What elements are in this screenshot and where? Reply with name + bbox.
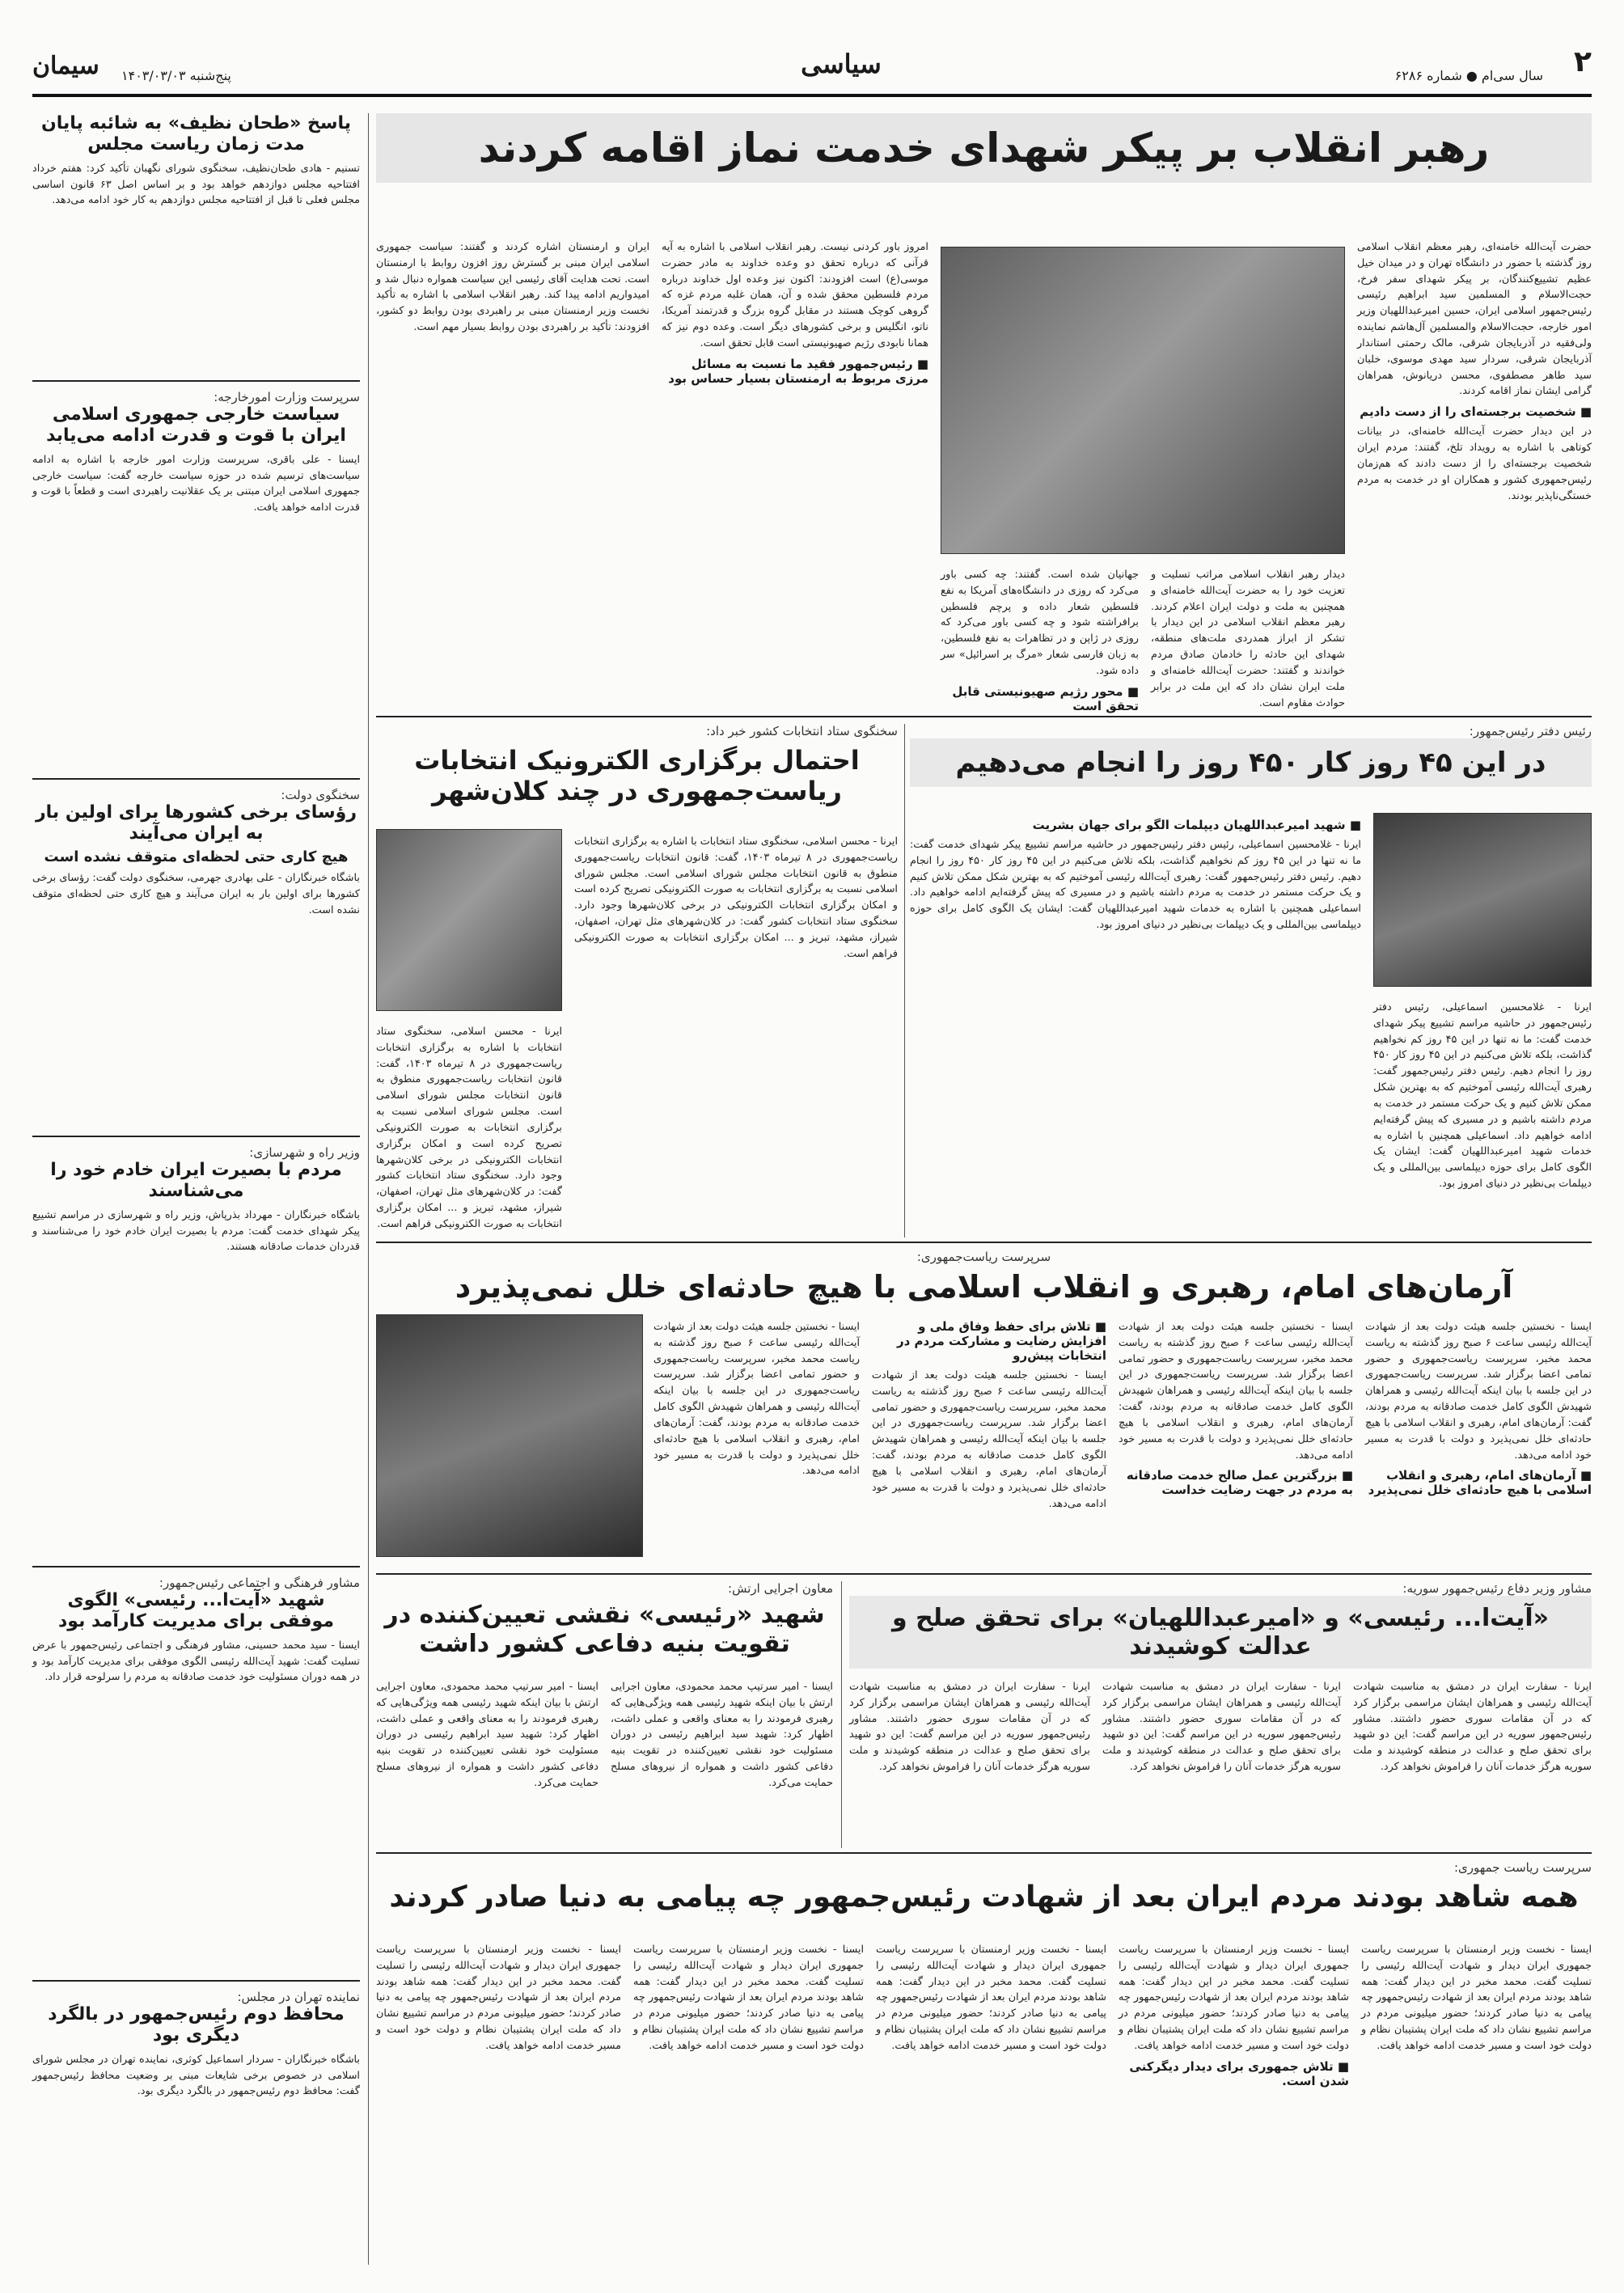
article-text: ایسنا - امیر سرتیپ محمد محمودی، معاون اجرایی ارتش با بیان اینکه شهید رئیسی همه ویژگی‌هایی که رهبری فرمودند را به معنای واقعی و عملی داشت، اظهار کرد: شهید سید ابراهیم رئیسی در دوران مسئولیت خود نقشی تعیین‌کننده در تقویت بنیه دفاعی کشور داشت و همواره از نیروهای مسلح حمایت می‌کرد.: [611, 1681, 833, 1789]
article-subhead: ■ آرمان‌های امام، رهبری و انقلاب اسلامی با هیچ حادثه‌ای خلل نمی‌پذیرد: [1368, 1468, 1592, 1498]
lead-column-2: [1151, 562, 1345, 709]
lead-subhead: ■ رئیس‌جمهور فقید ما نسبت به مسائل مرزی مربوط به ارمنستان بسیار حساس بود: [668, 356, 928, 386]
article-headline: احتمال برگزاری الکترونیک انتخابات ریاست‌جمهوری در چند کلان‌شهر: [414, 745, 860, 807]
section-rule: [376, 716, 1592, 717]
article-text-column: [653, 1314, 860, 1565]
lead-text: جهانیان شده است. گفتند: چه کسی باور می‌کرد که روزی در دانشگاه‌های آمریکا به نفع فلسطین شعار داده و پرچم فلسطین برافراشته شود و چه کسی باور می‌کرد که روزی در ژاپن و در تظاهرات به نفع فلسطین، به زبان فارسی شعار «مرگ بر اسرائیل» سر داده شود.: [941, 569, 1139, 677]
article-text: ایسنا - نخست وزیر ارمنستان با سرپرست ریاست جمهوری ایران دیدار و شهادت آیت‌الله رئیسی را تسلیت گفت. محمد مخبر در این دیدار گفت: همه شاهد بودند مردم ایران بعد از شهادت رئیس‌جمهور چه پیامی به دنیا صادر کردند؛ حضور میلیونی مردم در مراسم تشییع نشان داد که ملت ایران پشتیبان نظام و دولت خود است و مسیر خدمت ادامه خواهد یافت.: [1119, 1944, 1349, 2052]
lead-column-1: [1357, 235, 1592, 704]
lead-article: [376, 113, 1592, 712]
article-text-column: [1102, 1674, 1341, 1844]
page-number: ۲: [1574, 45, 1592, 78]
newspaper-logo: سیمان: [32, 52, 99, 80]
sidebar-title: پاسخ «طحان نظیف» به شائبه پایان مدت زمان ریاست مجلس: [40, 113, 352, 155]
article-text-column: [1119, 1937, 1349, 2261]
article-text-column: [574, 829, 898, 1233]
article-text-column: [1373, 995, 1592, 1233]
article-text: ایرنا - محسن اسلامی، سخنگوی ستاد انتخابات با اشاره به برگزاری انتخابات ریاست‌جمهوری در ۸ تیرماه ۱۴۰۳، گفت: قانون انتخابات ریاست‌جمهوری منطوق به قانون انتخابات مجلس شورای اسلامی است. مجلس شورای اسلامی نسبت به برگزاری انتخابات به صورت الکترونیکی تصریح کرده است و امکان برگزاری انتخابات الکترونیکی در برخی کلان‌شهرها وجود دارد. سخنگوی ستاد انتخابات کشور گفت: در کلان‌شهرهای مثل تهران، اصفهان، شیراز، مشهد، تبریز و ... امکان برگزاری انتخابات به صورت الکترونیکی فراهم است.: [376, 1026, 562, 1230]
article-text-column: [376, 1937, 621, 2261]
column-divider: [368, 113, 369, 2265]
section-title: سیاسی: [801, 49, 882, 79]
article-subhead: ■ تلاش برای حفظ وفاق ملی و افزایش رضایت و مشارکت مردم در انتخابات پیش‌رو: [896, 1319, 1106, 1363]
column-divider: [841, 1581, 842, 1848]
article-text-column: [376, 1019, 562, 1233]
article-text: ایسنا - نخستین جلسه هیئت دولت بعد از شهادت آیت‌الله رئیسی ساعت ۶ صبح روز گذشته به ریاست محمد مخبر، سرپرست ریاست‌جمهوری و حضور تمامی اعضا برگزار شد. سرپرست ریاست‌جمهوری در این جلسه با بیان اینکه آیت‌الله رئیسی و همراهان شهیدش الگوی کامل خدمت صادقانه به مردم بودند، گفت: آرمان‌های امام، رهبری و انقلاب اسلامی با هیچ حادثه‌ای خلل نمی‌پذیرد و دولت با قدرت به مسیر خود ادامه می‌دهد.: [1365, 1321, 1592, 1462]
article-photo: [1373, 813, 1592, 987]
sidebar-article: [32, 113, 360, 382]
sidebar-kicker: وزیر راه و شهرسازی:: [249, 1145, 360, 1160]
section-rule: [376, 1242, 1592, 1243]
article-text: ایسنا - امیر سرتیپ محمد محمودی، معاون اجرایی ارتش با بیان اینکه شهید رئیسی همه ویژگی‌هایی که رهبری فرمودند را به معنای واقعی و عملی داشت، اظهار کرد: شهید سید ابراهیم رئیسی در دوران مسئولیت خود نقشی تعیین‌کننده در تقویت بنیه دفاعی کشور داشت و همواره از نیروهای مسلح حمایت می‌کرد.: [376, 1681, 598, 1789]
article-text-column: [633, 1937, 864, 2261]
article-text: ایسنا - نخست وزیر ارمنستان با سرپرست ریاست جمهوری ایران دیدار و شهادت آیت‌الله رئیسی را تسلیت گفت. محمد مخبر در این دیدار گفت: همه شاهد بودند مردم ایران بعد از شهادت رئیس‌جمهور چه پیامی به دنیا صادر کردند؛ حضور میلیونی مردم در مراسم تشییع نشان داد که ملت ایران پشتیبان نظام و دولت خود است و مسیر خدمت ادامه خواهد یافت.: [1361, 1944, 1592, 2052]
article-text-column: [611, 1674, 833, 1844]
article-text-column: [876, 1937, 1106, 2261]
sidebar: [32, 113, 360, 2265]
lead-photo: [941, 247, 1345, 554]
article-kicker: رئیس دفتر رئیس‌جمهور:: [1469, 724, 1592, 738]
article-text: ایسنا - نخست وزیر ارمنستان با سرپرست ریاست جمهوری ایران دیدار و شهادت آیت‌الله رئیسی را تسلیت گفت. محمد مخبر در این دیدار گفت: همه شاهد بودند مردم ایران بعد از شهادت رئیس‌جمهور چه پیامی به دنیا صادر کردند؛ حضور میلیونی مردم در مراسم تشییع نشان داد که ملت ایران پشتیبان نظام و دولت خود است و مسیر خدمت ادامه خواهد یافت.: [376, 1944, 621, 2052]
sidebar-kicker: سرپرست وزارت امورخارجه:: [214, 390, 360, 404]
article-kicker: معاون اجرایی ارتش:: [728, 1581, 833, 1596]
article-text-column: [376, 1674, 598, 1844]
sidebar-title: سیاست خارجی جمهوری اسلامی ایران با قوت و قدرت ادامه می‌یابد: [46, 404, 346, 446]
lead-column-3: [941, 562, 1139, 713]
article-subhead: ■ بزرگترین عمل صالح خدمت صادقانه به مردم در جهت رضایت خداست: [1126, 1468, 1353, 1498]
sidebar-body: باشگاه خبرنگاران - علی بهادری جهرمی، سخنگوی دولت گفت: رؤسای برخی کشورها برای اولین بار به ایران می‌آیند و هیچ کاری حتی لحظه‌ای متوقف نشده است.: [32, 872, 360, 917]
article-text-column: [1365, 1314, 1592, 1565]
article-text: ایسنا - نخستین جلسه هیئت دولت بعد از شهادت آیت‌الله رئیسی ساعت ۶ صبح روز گذشته به ریاست محمد مخبر، سرپرست ریاست‌جمهوری و حضور تمامی اعضا برگزار شد. سرپرست ریاست‌جمهوری در این جلسه با بیان اینکه آیت‌الله رئیسی و همراهان شهیدش الگوی کامل خدمت صادقانه به مردم بودند، گفت: آرمان‌های امام، رهبری و انقلاب اسلامی با هیچ حادثه‌ای خلل نمی‌پذیرد و دولت با قدرت به مسیر خود ادامه می‌دهد.: [1119, 1321, 1353, 1462]
article-kicker: سخنگوی ستاد انتخابات کشور خبر داد:: [706, 724, 898, 738]
article-45-days: [910, 724, 1592, 1237]
sidebar-article: [32, 1145, 360, 1567]
article-text-column: [1119, 1314, 1353, 1565]
article-text-column: [1361, 1937, 1592, 2261]
lead-text: حضرت آیت‌الله خامنه‌ای، رهبر معظم انقلاب اسلامی روز گذشته با حضور در دانشگاه تهران و در میدان خیل عظیم تشییع‌کنندگان، بر پیکر شهدای سفر فرخ، حجت‌الاسلام و المسلمین سید ابراهیم رئیسی رئیس‌جمهور اسلامی ایران، حسین امیرعبداللهیان وزیر امور خارجه، حجت‌الاسلام والمسلمین آل‌هاشم نماینده ولی‌فقیه در آذربایجان شرقی، مالک رحمتی استاندار آذربایجان شرقی، سردار سید مهدی موسوی، خلبان سید طاهر مصطفوی، محسن دریانوش، همراهان گرامی ایشان نماز اقامه کردند.: [1357, 241, 1592, 398]
sidebar-kicker: مشاور فرهنگی و اجتماعی رئیس‌جمهور:: [159, 1576, 360, 1590]
article-text: ایرنا - غلامحسین اسماعیلی، رئیس دفتر رئیس‌جمهور در حاشیه مراسم تشییع پیکر شهدای خدمت گفت: ما نه تنها در این ۴۵ روز کم نخواهیم گذاشت، بلکه تلاش می‌کنیم در این ۴۵ روز کار ۴۵۰ روز را انجام دهیم. رئیس دفتر رئیس‌جمهور گفت: رهبری آیت‌الله رئیسی آموختیم که به بهترین شکل ممکن تلاش کنیم و یک حرکت مستمر در خدمت به مردم داشته باشیم و در مسیری که پیش گرفته‌ایم ادامه خواهیم داد. اسماعیلی همچنین با اشاره به خدمات شهید امیرعبداللهیان گفت: ایشان یک الگوی کامل برای حوزه دیپلماسی بین‌المللی و یک دیپلمات بی‌نظیر در دنیای امروز بود.: [910, 839, 1361, 932]
section-rule: [376, 1573, 1592, 1575]
article-text: ایرنا - سفارت ایران در دمشق به مناسبت شهادت آیت‌الله رئیسی و همراهان ایشان مراسمی برگزار کرد که در آن مقامات سوری حضور داشتند. مشاور رئیس‌جمهور سوریه در این مراسم گفت: این دو شهید برای تحقق صلح و عدالت در منطقه کوشیدند و ملت سوریه هرگز خدمات آنان را فراموش نخواهد کرد.: [849, 1681, 1090, 1774]
article-text-column: [1353, 1674, 1592, 1844]
article-text: ایسنا - نخست وزیر ارمنستان با سرپرست ریاست جمهوری ایران دیدار و شهادت آیت‌الله رئیسی را تسلیت گفت. محمد مخبر در این دیدار گفت: همه شاهد بودند مردم ایران بعد از شهادت رئیس‌جمهور چه پیامی به دنیا صادر کردند؛ حضور میلیونی مردم در مراسم تشییع نشان داد که ملت ایران پشتیبان نظام و دولت خود است و مسیر خدمت ادامه خواهد یافت.: [633, 1944, 864, 2052]
article-text: ایرنا - محسن اسلامی، سخنگوی ستاد انتخابات با اشاره به برگزاری انتخابات ریاست‌جمهوری در ۸ تیرماه ۱۴۰۳، گفت: قانون انتخابات ریاست‌جمهوری منطوق به قانون انتخابات مجلس شورای اسلامی است. مجلس شورای اسلامی نسبت به برگزاری انتخابات به صورت الکترونیکی تصریح کرده است و امکان برگزاری انتخابات الکترونیکی در برخی کلان‌شهرها وجود دارد. سخنگوی ستاد انتخابات کشور گفت: در کلان‌شهرهای مثل تهران، اصفهان، شیراز، مشهد، تبریز و ... امکان برگزاری انتخابات به صورت الکترونیکی فراهم است.: [574, 836, 898, 960]
article-headline: شهید «رئیسی» نقشی تعیین‌کننده در تقویت بنیه دفاعی کشور داشت: [384, 1601, 825, 1658]
article-text: ایسنا - نخست وزیر ارمنستان با سرپرست ریاست جمهوری ایران دیدار و شهادت آیت‌الله رئیسی را تسلیت گفت. محمد مخبر در این دیدار گفت: همه شاهد بودند مردم ایران بعد از شهادت رئیس‌جمهور چه پیامی به دنیا صادر کردند؛ حضور میلیونی مردم در مراسم تشییع نشان داد که ملت ایران پشتیبان نظام و دولت خود است و مسیر خدمت ادامه خواهد یافت.: [876, 1944, 1106, 2052]
article-text: ایسنا - نخستین جلسه هیئت دولت بعد از شهادت آیت‌الله رئیسی ساعت ۶ صبح روز گذشته به ریاست محمد مخبر، سرپرست ریاست‌جمهوری و حضور تمامی اعضا برگزار شد. سرپرست ریاست‌جمهوری در این جلسه با بیان اینکه آیت‌الله رئیسی و همراهان شهیدش الگوی کامل خدمت صادقانه به مردم بودند، گفت: آرمان‌های امام، رهبری و انقلاب اسلامی با هیچ حادثه‌ای خلل نمی‌پذیرد و دولت با قدرت به مسیر خود ادامه می‌دهد.: [653, 1321, 860, 1478]
sidebar-article: [32, 390, 360, 780]
section-rule: [376, 1852, 1592, 1854]
sidebar-body: تسنیم - هادی طحان‌نظیف، سخنگوی شورای نگهبان تأکید کرد: هفتم خرداد افتتاحیه مجلس دوازدهم خواهد بود و بر اساس اصل ۶۳ قانون اساسی مجلس فعلی تا قبل از افتتاحیه مجلس دوازدهم به کار خود ادامه می‌دهد.: [32, 162, 360, 207]
lead-text: در این دیدار حضرت آیت‌الله خامنه‌ای، در بیانات کوتاهی با اشاره به رویداد تلخ، گفتند: مردم ایران شخصیت برجسته‌ای را از دست دادند که هم‌زمان رئیس‌جمهوری کشور و همکاران او در خدمت به مردم خستگی‌ناپذیر بودند.: [1357, 425, 1592, 502]
lead-column-4: [662, 235, 928, 704]
lead-subhead: ■ شخصیت برجسته‌ای را از دست دادیم: [1360, 404, 1592, 420]
article-photo: [376, 829, 562, 1011]
article-kicker: مشاور وزیر دفاع رئیس‌جمهور سوریه:: [1402, 1581, 1592, 1596]
article-text: ایرنا - سفارت ایران در دمشق به مناسبت شهادت آیت‌الله رئیسی و همراهان ایشان مراسمی برگزار کرد که در آن مقامات سوری حضور داشتند. مشاور رئیس‌جمهور سوریه در این مراسم گفت: این دو شهید برای تحقق صلح و عدالت در منطقه کوشیدند و ملت سوریه هرگز خدمات آنان را فراموش نخواهد کرد.: [1102, 1681, 1341, 1774]
article-text: ایرنا - غلامحسین اسماعیلی، رئیس دفتر رئیس‌جمهور در حاشیه مراسم تشییع پیکر شهدای خدمت گفت: ما نه تنها در این ۴۵ روز کم نخواهیم گذاشت، بلکه تلاش می‌کنیم در این ۴۵ روز کار ۴۵۰ روز را انجام دهیم. رئیس دفتر رئیس‌جمهور گفت: رهبری آیت‌الله رئیسی آموختیم که به بهترین شکل ممکن تلاش کنیم و یک حرکت مستمر در خدمت به مردم داشته باشیم و در مسیری که پیش گرفته‌ایم ادامه خواهیم داد. اسماعیلی همچنین با اشاره به خدمات شهید امیرعبداللهیان گفت: ایشان یک الگوی کامل برای حوزه دیپلماسی بین‌المللی و یک دیپلمات بی‌نظیر در دنیای امروز بود.: [1373, 1001, 1592, 1191]
article-photo: [376, 1314, 643, 1557]
article-syria: [849, 1581, 1592, 1848]
sidebar-kicker: نماینده تهران در مجلس:: [237, 1990, 360, 2004]
article-subhead: ■ شهید امیرعبداللهیان دیپلمات الگو برای جهان بشریت: [1032, 818, 1361, 832]
sidebar-article: [32, 788, 360, 1137]
sidebar-article: [32, 1576, 360, 1982]
article-headline: آرمان‌های امام، رهبری و انقلاب اسلامی با هیچ حادثه‌ای خلل نمی‌پذیرد: [455, 1269, 1513, 1305]
column-divider: [904, 724, 905, 1237]
sidebar-article: [32, 1990, 360, 2281]
lead-text: ایران و ارمنستان اشاره کردند و گفتند: سیاست جمهوری اسلامی ایران مبنی بر گسترش روز افزون روابط با ارمنستان است. تحت هدایت آقای رئیسی این سیاست همواره دنبال شد و امیدواریم ادامه پیدا کند. رهبر انقلاب اسلامی با اشاره به تأکید نخست وزیر ارمنستان مبنی بر راهبردی بودن روابط دو کشور، افزودند: تأکید بر راهبردی بودن روابط بسیار مهم است.: [376, 241, 649, 334]
lead-subhead: ■ محور رژیم صهیونیستی قابل تحقق است: [952, 683, 1139, 713]
sidebar-title: شهید «آیت‌ا... رئیسی» الگوی موفقی برای مدیریت کارآمد بود: [58, 1590, 334, 1632]
article-text-column: [910, 813, 1361, 1233]
article-headline: همه شاهد بودند مردم ایران بعد از شهادت رئیس‌جمهور چه پیامی به دنیا صادر کردند: [389, 1881, 1579, 1914]
article-world: [376, 1860, 1592, 2265]
article-text-column: [872, 1314, 1106, 1565]
lead-column-5: [376, 235, 649, 704]
article-kicker: سرپرست ریاست‌جمهوری:: [916, 1250, 1051, 1264]
sidebar-subtitle: هیچ کاری حتی لحظه‌ای متوقف نشده است: [44, 848, 349, 865]
lead-headline: رهبر انقلاب بر پیکر شهدای خدمت نماز اقامه کردند: [376, 113, 1592, 183]
sidebar-kicker: سخنگوی دولت:: [281, 788, 360, 802]
sidebar-body: ایسنا - سید محمد حسینی، مشاور فرهنگی و اجتماعی رئیس‌جمهور با عرض تسلیت گفت: شهید آیت‌الله رئیسی الگوی موفقی برای مدیریت کارآمد بود و در همه دوران مسئولیت خود خدمت صادقانه به مردم را سرلوحه قرار داد.: [32, 1639, 360, 1684]
issue-info: سال سی‌ام ● شماره ۶۲۸۶: [1394, 68, 1543, 83]
sidebar-body: باشگاه خبرنگاران - سردار اسماعیل کوثری، نماینده تهران در مجلس شورای اسلامی در خصوص برخی شایعات مبنی بر وضعیت محافظ رئیس‌جمهور گفت: محافظ دوم رئیس‌جمهور در بالگرد دیگری بود.: [32, 2053, 360, 2098]
sidebar-title: رؤسای برخی کشورها برای اولین بار به ایران می‌آیند: [36, 802, 357, 844]
lead-text: امروز باور کردنی نیست. رهبر انقلاب اسلامی با اشاره به آیه قرآنی که درباره تحقق دو وعده خداوند به مادر حضرت موسی(ع) است افزودند: اکنون نیز وعده اول خداوند درباره مردم فلسطین محقق شده و آن، همان غلبه مردم غزه که گروهی کوچک هستند در مقابل گروه بزرگ و قدرتمند آمریکا، ناتو، انگلیس و برخی کشورهای دیگر است. وعده دوم نیز که همانا نابودی رژیم صهیونیستی است قابل تحقق است.: [662, 241, 928, 349]
sidebar-body: باشگاه خبرنگاران - مهرداد بذرپاش، وزیر راه و شهرسازی در مراسم تشییع پیکر شهدای خدمت گفت: مردم با بصیرت ایران خادم خود را می‌شناسند و قدردان خدمات صادقانه هستند.: [32, 1208, 360, 1254]
article-text: ایسنا - نخستین جلسه هیئت دولت بعد از شهادت آیت‌الله رئیسی ساعت ۶ صبح روز گذشته به ریاست محمد مخبر، سرپرست ریاست‌جمهوری و حضور تمامی اعضا برگزار شد. سرپرست ریاست‌جمهوری در این جلسه با بیان اینکه آیت‌الله رئیسی و همراهان شهیدش الگوی کامل خدمت صادقانه به مردم بودند، گفت: آرمان‌های امام، رهبری و انقلاب اسلامی با هیچ حادثه‌ای خلل نمی‌پذیرد و دولت با قدرت به مسیر خود ادامه می‌دهد.: [872, 1369, 1106, 1510]
article-kicker: سرپرست ریاست جمهوری:: [1453, 1860, 1592, 1875]
sidebar-body: ایسنا - علی باقری، سرپرست وزارت امور خارجه با اشاره به ادامه سیاست‌های ترسیم شده در حوزه سیاست خارجه گفت: سیاست خارجی جمهوری اسلامی ایران مبتنی بر یک عقلانیت راهبردی است و قطعاً با قوت و قدرت ادامه خواهد یافت.: [32, 453, 360, 514]
article-ideals: [376, 1250, 1592, 1569]
issue-date: پنج‌شنبه ۱۴۰۳/۰۳/۰۳: [121, 68, 231, 83]
article-army: [376, 1581, 833, 1848]
article-headline: «آیت‌ا... رئیسی» و «امیرعبداللهیان» برای تحقق صلح و عدالت کوشیدند: [849, 1596, 1592, 1669]
article-subhead: ■ تلاش جمهوری برای دیدار دیگرکنی شدن است.: [1129, 2058, 1349, 2088]
sidebar-title: محافظ دوم رئیس‌جمهور در بالگرد دیگری بود: [48, 2004, 345, 2046]
article-headline: در این ۴۵ روز کار ۴۵۰ روز را انجام می‌دهیم: [910, 738, 1592, 787]
article-election: [376, 724, 898, 1237]
lead-text: دیدار رهبر انقلاب اسلامی مراتب تسلیت و تعزیت خود را به حضرت آیت‌الله خامنه‌ای و همچنین به ملت و دولت ایران اعلام کردند. رهبر معظم انقلاب اسلامی در این دیدار با تشکر از ابراز همدردی ملت‌های منطقه، شهدای این حادثه را خادمان صادق مردم خواندند و گفتند: حضرت آیت‌الله خامنه‌ای و ملت ایران نشان داد که این ملت در برابر حوادث مقاوم است.: [1151, 569, 1345, 709]
masthead: [32, 40, 1592, 97]
article-text-column: [849, 1674, 1090, 1844]
article-text: ایرنا - سفارت ایران در دمشق به مناسبت شهادت آیت‌الله رئیسی و همراهان ایشان مراسمی برگزار کرد که در آن مقامات سوری حضور داشتند. مشاور رئیس‌جمهور سوریه در این مراسم گفت: این دو شهید برای تحقق صلح و عدالت در منطقه کوشیدند و ملت سوریه هرگز خدمات آنان را فراموش نخواهد کرد.: [1353, 1681, 1592, 1774]
sidebar-title: مردم با بصیرت ایران خادم خود را می‌شناسند: [50, 1160, 342, 1202]
